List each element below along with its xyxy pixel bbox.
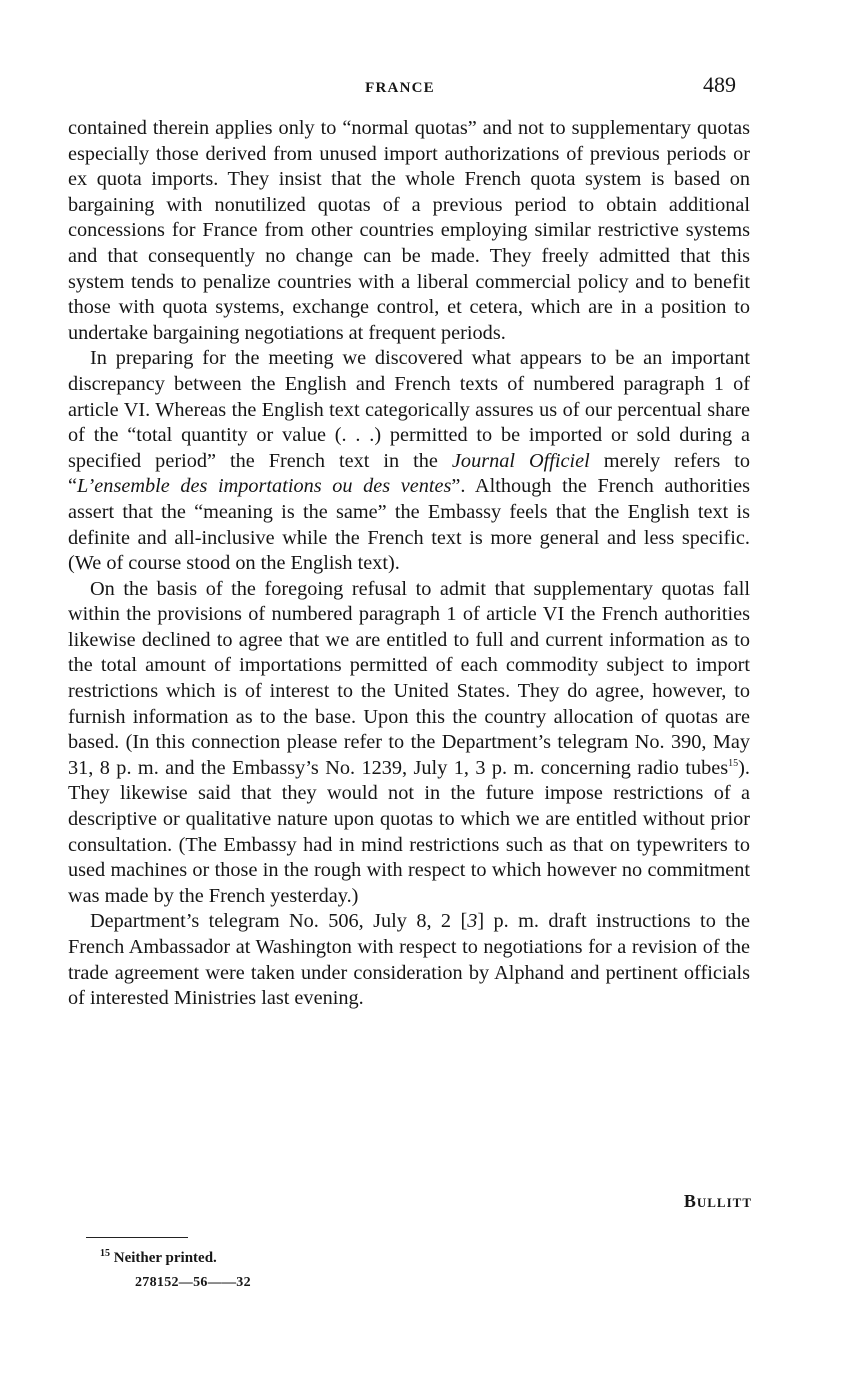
footnote-text: Neither printed.	[113, 1250, 217, 1266]
running-head	[0, 72, 864, 102]
footnote-divider	[86, 1237, 188, 1238]
running-title: FRANCE	[365, 80, 435, 96]
journal-title: Journal Officiel	[451, 449, 590, 472]
paragraph-text: ”. Although the French authorities assert that the “meaning is the same” the Embassy feels that the English text is definite and all-inclusive while the French text is more general and less specific. (We of course stood on the English text).	[68, 475, 751, 575]
paragraph-instructions	[68, 909, 750, 1011]
paragraph-text: In preparing for the meeting we discovered what appears to be an important discrepancy between the English and French texts of numbered paragraph 1 of article VI. Whereas the English text categorically assures us of our percentual share of the “total quantity or value (. . .) permitted to be imported or sold during a specified period” the French text in the	[68, 347, 750, 472]
paragraph-text: ). They likewise said that they would not in the future impose restrictions of a descriptive or qualitative nature upon quotas to which we are entitled without prior consultation. (The Embassy had in mind restrictions such as that on typewriters to used machines or those in the rough with respect to which however no commitment was made by the French yesterday.)	[68, 756, 750, 907]
paragraph-continued: contained therein applies only to “normal quotas” and not to supplementary quotas especially those derived from unused import authorizations of previous periods or ex quota imports. They insist that the whole French quota system is based on bargaining with nonutilized quotas of a previous period to obtain additional concessions for France from other countries employing similar restrictive systems and that consequently no change can be made. They freely admitted that this system tends to penalize countries with a liberal commercial policy and to benefit those with quota systems, exchange control, et cetera, which are in a position to undertake bargaining negotiations at frequent periods.	[68, 117, 750, 344]
footnote	[100, 1250, 217, 1267]
paragraph-text: On the basis of the foregoing refusal to admit that supplementary quotas fall within the provisions of numbered paragraph 1 of article VI the French authorities likewise declined to agree that we are entitled to full and current information as to the total amount of importations permitted of each commodity subject to import restrictions which is of interest to the United States. They do agree, however, to furnish information as to the base. Upon this the country allocation of quotas are based. (In this connection please refer to the Department’s telegram No. 390, May 31, 8 p. m. and the Embassy’s No. 1239, July 1, 3 p. m. concerning radio tubes	[68, 577, 750, 779]
signature: Bullitt	[683, 1191, 752, 1211]
footnote-marker: 15	[100, 1248, 110, 1259]
body-text	[68, 116, 750, 1012]
page-number: 489	[703, 72, 736, 97]
french-phrase: L’ensemble des importations ou des ventes	[77, 475, 452, 498]
editorial-correction: 3	[467, 910, 478, 933]
footnote-reference: 15	[728, 758, 739, 770]
paragraph-text: Department’s telegram No. 506, July 8, 2 [	[90, 910, 468, 933]
paragraph-refusal	[68, 577, 750, 910]
printer-signature-mark: 278152—56——32	[135, 1275, 251, 1290]
paragraph-discrepancy	[68, 346, 750, 576]
paragraph-text: ] p. m. draft instructions to the French Ambassador at Washington with respect to negotiations for a revision of the trade agreement were taken under consideration by Alphand and pertinent officials of interested Ministries last evening.	[68, 910, 750, 1010]
paragraph-text: merely refers to “	[68, 449, 750, 498]
